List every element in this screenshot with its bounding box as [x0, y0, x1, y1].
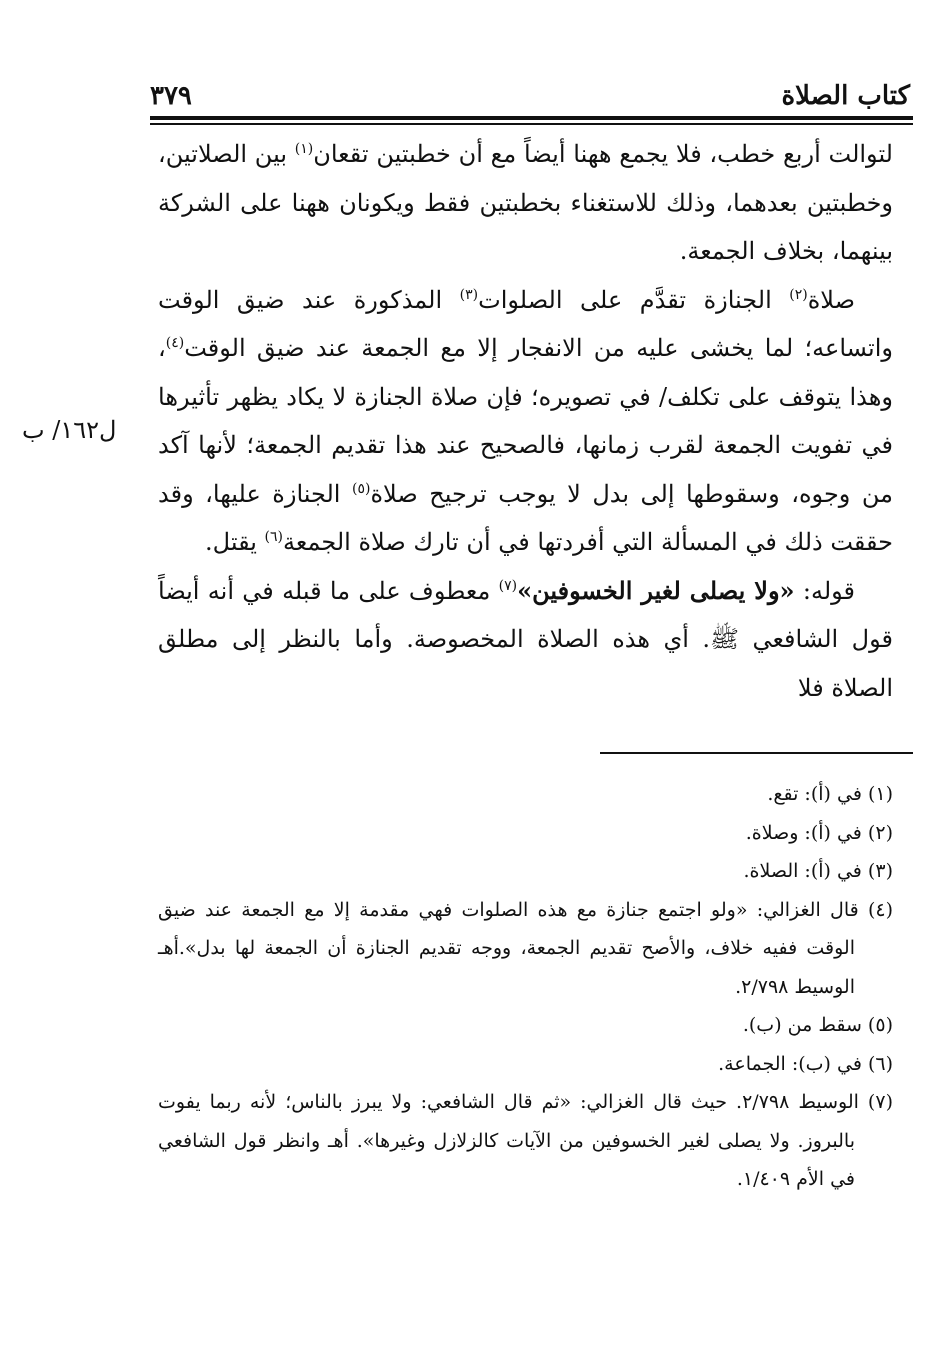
header-rule-thin [150, 123, 913, 125]
footnote-ref-7: (٧) [498, 577, 518, 594]
footnote-ref-3: (٣) [459, 286, 479, 303]
footnote-7: (٧) الوسيط ٢/٧٩٨. حيث قال الغزالي: «ثم قال الشافعي: ولا يبرز بالناس؛ لأنه ربما يفوت بالبروز. ولا يصلى لغير الخسوفين من الآيات كالزلازل وغيرها». أهـ وانظر قول الشافعي في الأم ١/٤٠٩. [158, 1091, 893, 1190]
running-title: كتاب الصلاة [781, 81, 910, 111]
page-number: ٣٧٩ [150, 81, 192, 111]
paragraph-2: صلاة$^{(٢)}$ الجنازة تقدَّم على الصلوات$^{(٣)}$ المذكورة عند ضيق الوقت واتساعه؛ لما يخشى عليه من الانفجار إلا مع الجمعة عند ضيق الوقت$^{(٤)}$، وهذا يتوقف على تكلف/ في تصويره؛ فإن صلاة الجنازة لا يكاد يظهر تأثيرها في تفويت الجمعة لقرب زمانها، فالصحيح عند هذا تقديم الجمعة؛ لأنها آكد من وجوه، وسقوطها إلى بدل لا يوجب ترجيح صلاة$^{(٥)}$ الجنازة عليها، وقد حققت ذلك في المسألة التي أفردتها في أن تارك صلاة الجمعة$^{(٦)}$ يقتل. [158, 285, 893, 556]
paragraph-3: قوله: «ولا يصلى لغير الخسوفين»$^{(٧)}$ معطوف على ما قبله في أنه أيضاً قول الشافعي ﷺ. أي هذه الصلاة المخصوصة. وأما بالنظر إلى مطلق الصلاة فلا [158, 575, 893, 702]
paragraph-1: لتوالت أربع خطب، فلا يجمع ههنا أيضاً مع أن خطبتين تقعان$^{(١)}$ بين الصلاتين، وخطبتين بعدهما، وذلك للاستغناء بخطبتين فقط ويكونان ههنا على الشركة بينهما، بخلاف الجمعة. [158, 140, 893, 265]
manuscript-folio-note: ل١٦٢/ ب [22, 416, 117, 444]
footnote-ref-4: (٤) [165, 335, 185, 351]
footnote-4: (٤) قال الغزالي: «ولو اجتمع جنازة مع هذه الصلوات فهي مقدمة إلا مع الجمعة عند ضيق الوقت ففيه خلاف، والأصح تقديم الجمعة، ووجه تقديم الجنازة أن الجمعة لها بدل».أهـ الوسيط ٢/٧٩٨. [158, 898, 893, 998]
footnote-ref-5: (٥) [351, 480, 371, 497]
footnote-separator [600, 752, 913, 754]
page-header [150, 78, 910, 114]
footnote-1: (١) في (أ): تقع. [767, 783, 893, 805]
header-rule-thick [150, 116, 913, 120]
footnote-ref-2: (٢) [789, 286, 808, 303]
footnote-ref-1: (١) [294, 141, 314, 157]
footnotes [158, 775, 893, 1199]
footnote-5: (٥) سقط من (ب). [742, 1014, 893, 1036]
footnote-3: (٣) في (أ): الصلاة. [743, 860, 893, 882]
footnote-ref-6: (٦) [264, 529, 284, 545]
quoted-text: «ولا يصلى لغير الخسوفين» [517, 575, 795, 605]
footnote-2: (٢) في (أ): وصلاة. [745, 821, 893, 844]
footnote-6: (٦) في (ب): الجماعة. [718, 1052, 893, 1075]
main-text [158, 130, 893, 712]
